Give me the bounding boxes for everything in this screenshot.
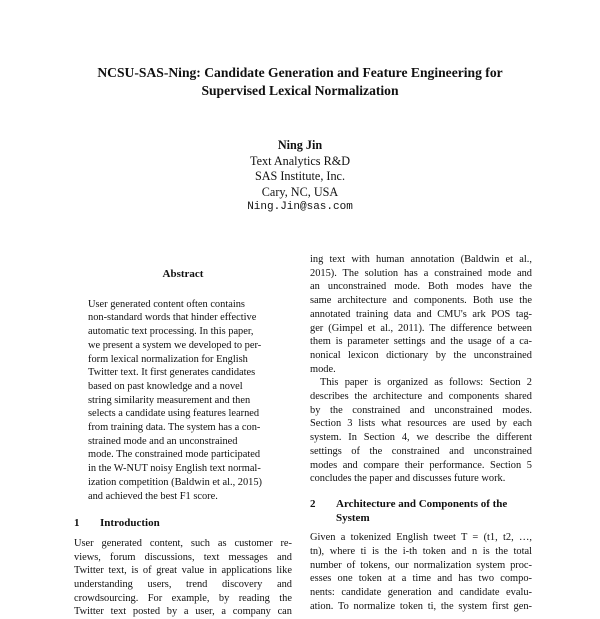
abstract-line: from training data. The system has a con-: [88, 422, 261, 434]
abstract-line: Twitter text. It first generates candidates: [88, 367, 256, 379]
section-1-body: [74, 537, 292, 619]
body-line: understanding users, trend discovery and: [74, 579, 292, 591]
body-line: modes and compare their performance. Section 5: [310, 459, 532, 471]
body-line: esses one token at a time and has two compo-: [310, 573, 532, 585]
body-line: crowdsourcing. For example, by reading the: [74, 592, 292, 604]
section-1-number: 1: [74, 517, 80, 530]
body-line: nents: candidate generation and candidate evalu-: [310, 587, 532, 599]
body-line: by the constrained and unconstrained modes.: [310, 404, 532, 416]
abstract-line: in the W-NUT noisy English text normal-: [88, 463, 261, 475]
abstract-line: mode. The constrained mode participated: [88, 449, 261, 461]
body-line: mode.: [310, 363, 336, 375]
abstract-line: string similarity measurement and then: [88, 394, 251, 406]
author-institution: SAS Institute, Inc.: [254, 169, 346, 183]
body-line: system. In Section 4, we describe the different: [310, 432, 532, 444]
body-line: same architecture and components. Both use the: [310, 295, 532, 307]
body-line: Twitter text, is of great value in applications like: [74, 565, 292, 577]
left-column: [74, 268, 292, 619]
body-line: Twitter text posted by a user, a company can: [74, 606, 292, 618]
title-line: NCSU-SAS-Ning: Candidate Generation and Feature Engineering for: [97, 65, 503, 80]
author-email: Ning.Jin@sas.com: [247, 201, 353, 213]
body-line: number of tokens, our normalization system proc-: [310, 559, 532, 571]
right-column: [310, 253, 532, 614]
author-block: [100, 138, 500, 216]
section-2-title-line: Architecture and Components of the: [336, 497, 508, 510]
abstract-line: strained mode and an unconstrained: [88, 435, 238, 447]
abstract-line: User generated content often contains: [88, 298, 245, 310]
body-line: them is parameter settings and the usage of a ca-: [310, 336, 532, 348]
body-line: describes the architecture and components shared: [310, 391, 532, 403]
body-line: 2015). The solution has a constrained mode and: [310, 267, 532, 279]
body-line: views, forum discussions, text messages and: [74, 551, 292, 563]
body-line: ing text with human annotation (Baldwin et al.,: [310, 254, 532, 265]
abstract-line: ization competition (Baldwin et al., 2015): [88, 476, 263, 488]
intro-paragraph-2: [310, 376, 532, 486]
abstract-line: form lexical normalization for English: [88, 353, 248, 365]
body-line: Section 3 lists what resources are used by each: [310, 418, 532, 430]
body-line: This paper is organized as follows: Section 2: [320, 377, 532, 389]
abstract-line: and achieved the best F1 score.: [88, 490, 218, 502]
title-line: Supervised Lexical Normalization: [201, 83, 399, 98]
paper-title: [40, 64, 560, 100]
section-2-body: [310, 531, 532, 613]
abstract-line: non-standard words that hinder effective: [88, 312, 257, 324]
abstract-line: automatic text processing. In this paper,: [88, 326, 254, 338]
abstract-heading: Abstract: [162, 268, 204, 280]
abstract-line: based on past knowledge and a novel: [88, 380, 243, 392]
body-line: annotated training data and CMU's ark POS tag-: [310, 308, 532, 320]
section-1-title: Introduction: [100, 517, 160, 530]
abstract-line: selects a candidate using features learned: [88, 408, 260, 420]
body-line: Given a tokenized English tweet T = (t1, t2, …,: [310, 532, 532, 544]
body-line: settings of the constrained and unconstrained: [310, 445, 532, 457]
section-2-number: 2: [310, 497, 316, 510]
body-line: concludes the paper and discusses future work.: [310, 473, 506, 485]
section-2-title: [336, 498, 507, 525]
abstract-body: [88, 298, 284, 504]
body-line: nonical lexicon dictionary by the unconstrained: [310, 349, 532, 361]
author-name: Ning Jin: [277, 138, 323, 152]
abstract-line: we present a system we developed to per-: [88, 339, 262, 351]
intro-paragraph-1: [310, 253, 532, 376]
section-2-heading: [310, 498, 532, 525]
section-2-title-line: System: [336, 511, 370, 524]
body-line: User generated content, such as customer re-: [74, 537, 292, 549]
body-line: tn), where ti is the i-th token and n is the total: [310, 546, 532, 558]
body-line: an unconstrained mode. Both modes have the: [310, 281, 532, 293]
section-1-heading: [74, 517, 292, 531]
author-location: Cary, NC, USA: [261, 184, 339, 199]
author-affiliation: Text Analytics R&D: [249, 153, 351, 168]
body-line: ation. To normalize token ti, the system first gen-: [310, 600, 532, 612]
body-line: ger (Gimpel et al., 2011). The difference between: [310, 322, 532, 334]
